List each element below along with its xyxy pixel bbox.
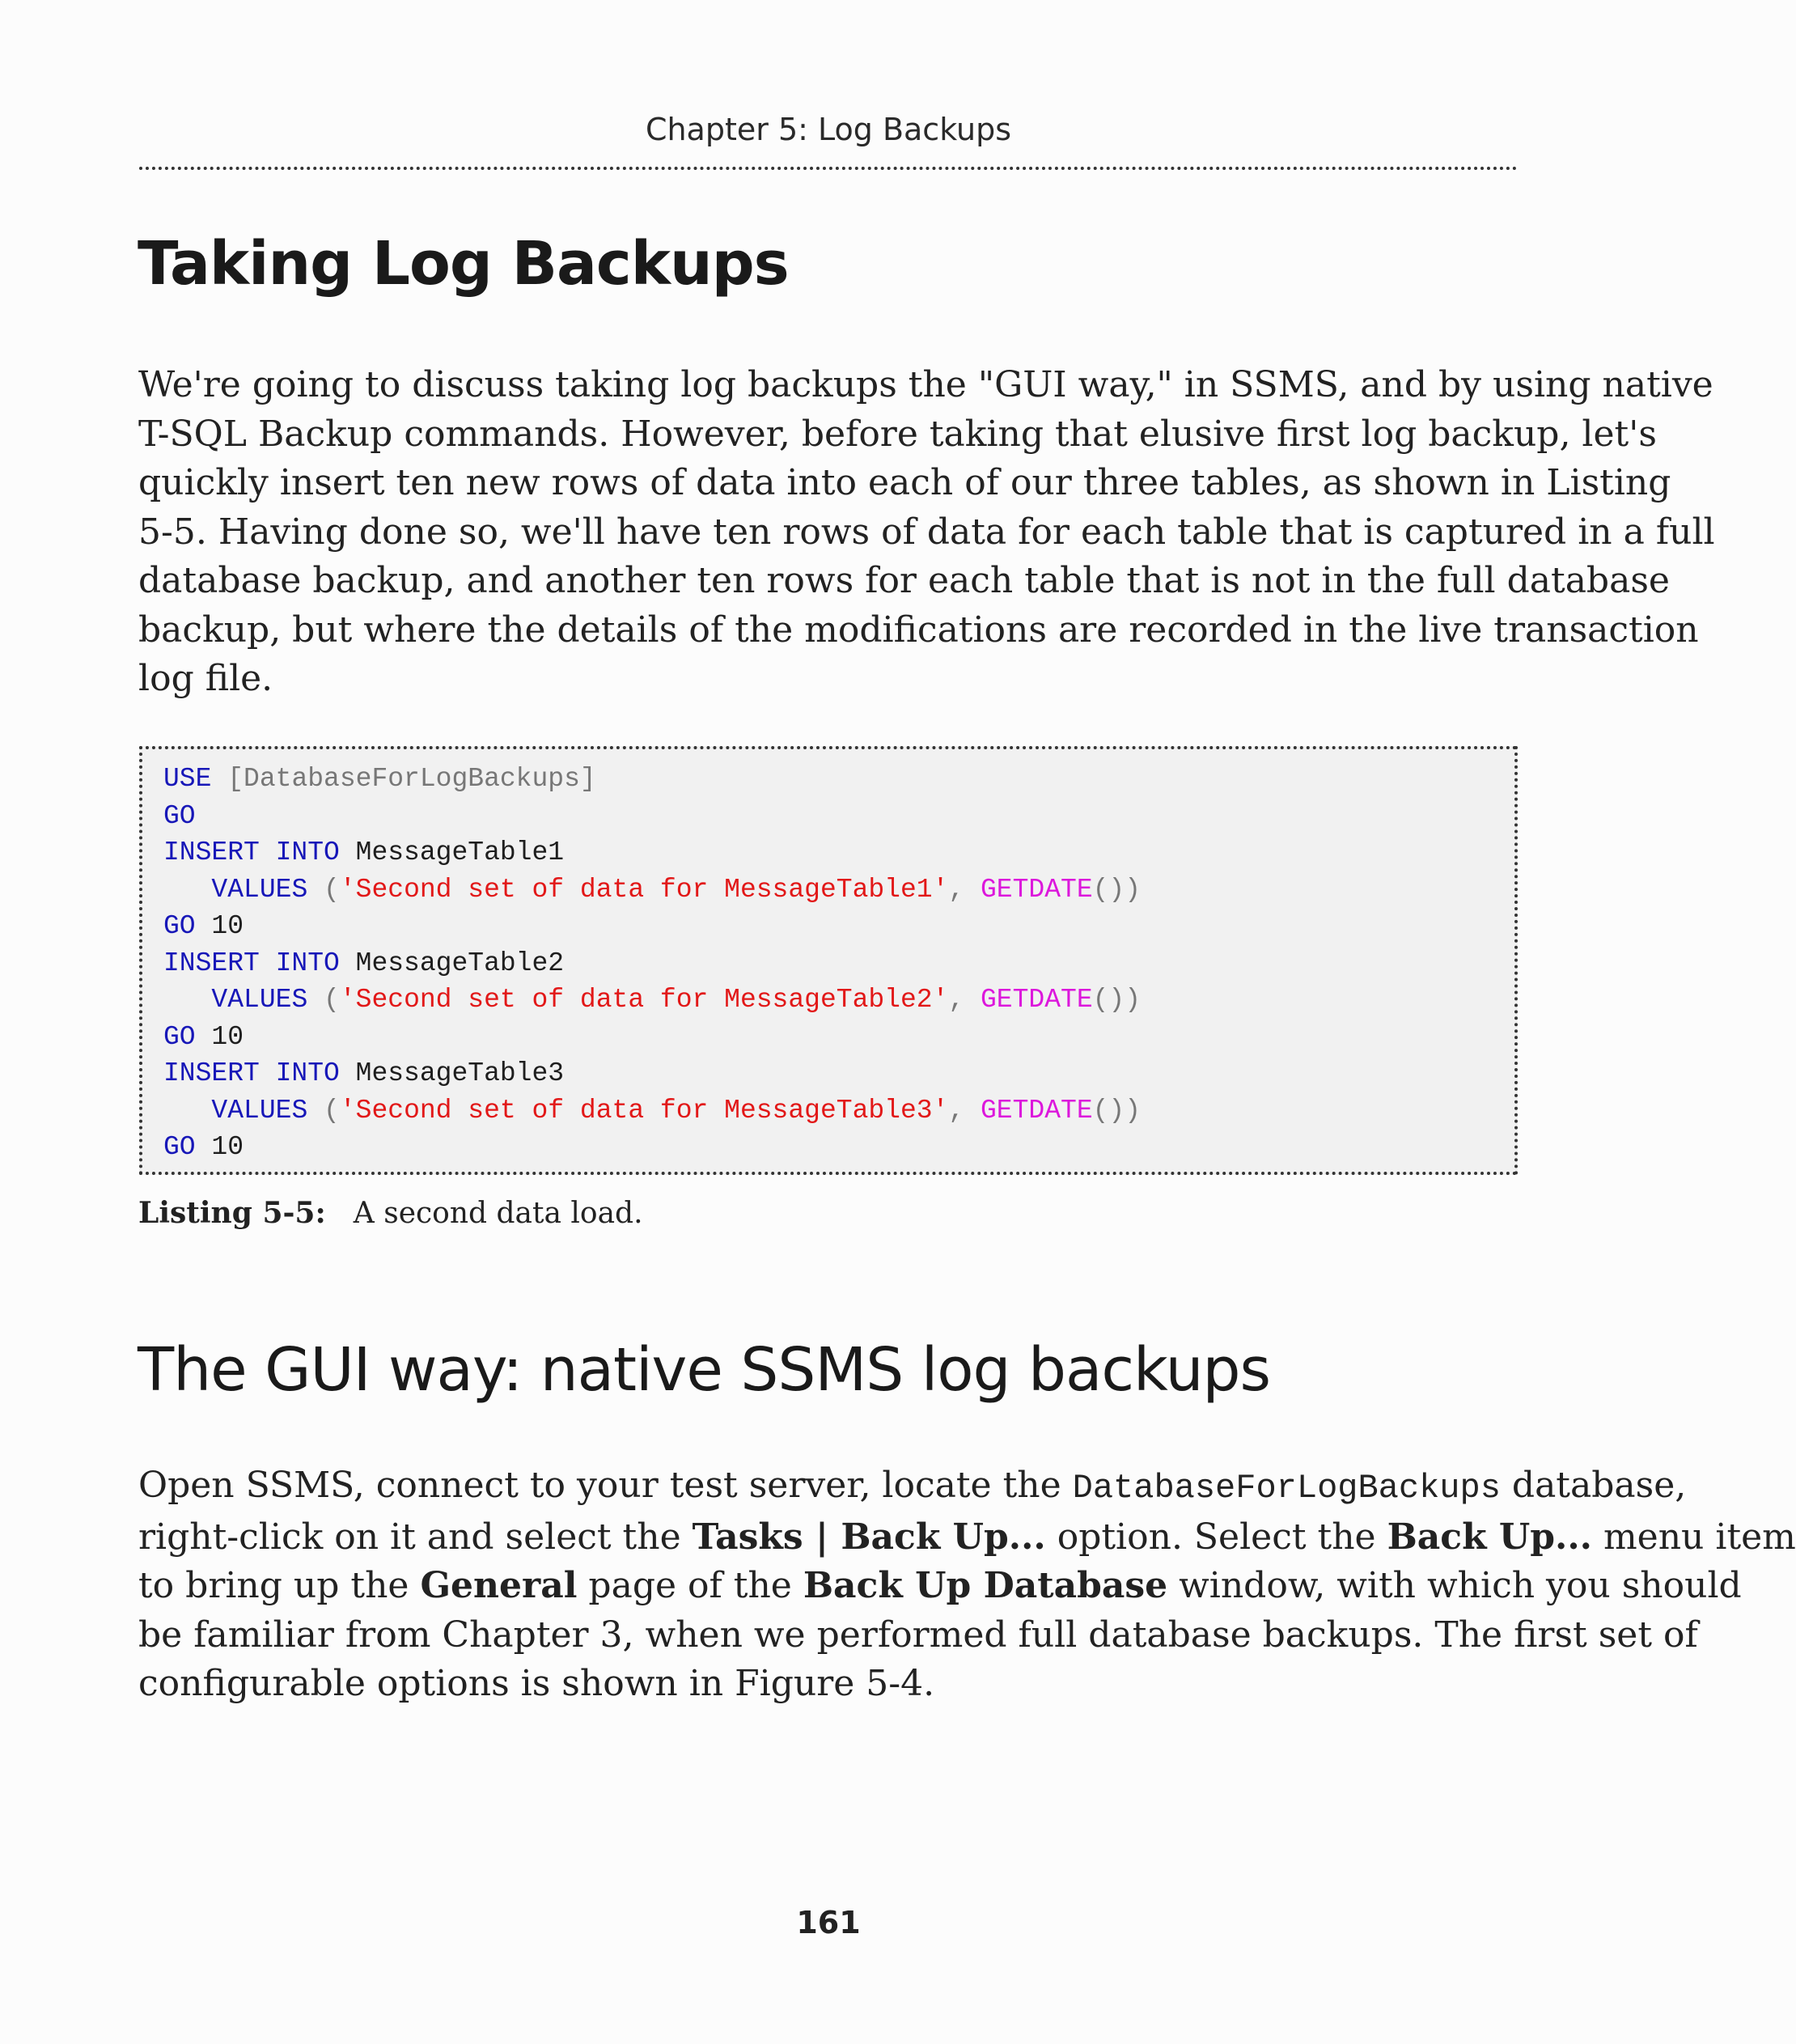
paragraph-line: [138, 1513, 1796, 1563]
paragraph-line: We're going to discuss taking log backups the "GUI way," in SSMS, and by using native: [138, 364, 1713, 405]
section-heading-taking-log-backups: Taking Log Backups: [138, 229, 789, 299]
code-line: [163, 1129, 1141, 1166]
paragraph-line: 5-5. Having done so, we'll have ten rows of data for each table that is captured in a full: [138, 511, 1715, 553]
text-run: Open SSMS, connect to your test server, locate the: [138, 1465, 1073, 1506]
code-punct: ,: [948, 874, 981, 905]
running-header: Chapter 5: Log Backups: [645, 112, 1012, 147]
code-punct: (: [307, 1095, 340, 1126]
inline-code-database-name: DatabaseForLogBackups: [1072, 1469, 1501, 1508]
intro-paragraph: [138, 361, 1715, 704]
section-heading-gui-way: The GUI way: native SSMS log backups: [138, 1335, 1271, 1405]
paragraph-line: T-SQL Backup commands. However, before taking that elusive first log backup, let's: [138, 413, 1657, 455]
code-keyword: USE: [163, 764, 212, 794]
code-indent: [163, 1096, 211, 1126]
code-indent: [163, 875, 211, 905]
ui-term-back-up-database: Back Up Database: [803, 1565, 1168, 1606]
paragraph-line: configurable options is shown in Figure 5-4.: [138, 1663, 935, 1704]
code-line: [163, 908, 1141, 945]
text-run: option. Select the: [1045, 1516, 1387, 1558]
paragraph-line: quickly insert ten new rows of data into each of our three tables, as shown in Listing: [138, 462, 1671, 503]
listing-caption: [138, 1196, 643, 1230]
code-line: [163, 834, 1141, 871]
caption-label: Listing 5-5:: [138, 1196, 326, 1230]
code-keyword: GO: [163, 800, 196, 831]
code-line: [163, 1019, 1141, 1056]
code-punct: ()): [1092, 1095, 1142, 1126]
text-run: page of the: [577, 1565, 803, 1606]
code-punct: (: [307, 985, 340, 1015]
ssms-paragraph: [138, 1461, 1796, 1709]
code-function: GETDATE: [981, 985, 1093, 1015]
paragraph-line: backup, but where the details of the modifications are recorded in the live transaction: [138, 609, 1699, 651]
code-keyword: VALUES: [211, 874, 308, 905]
code-line: [163, 1055, 1141, 1092]
code-punct: ()): [1092, 985, 1142, 1015]
header-divider: [139, 167, 1518, 170]
code-keyword: INSERT INTO: [163, 838, 340, 867]
paragraph-line: be familiar from Chapter 3, when we performed full database backups. The first set of: [138, 1614, 1698, 1656]
caption-text: A second data load.: [353, 1197, 643, 1230]
code-line: [163, 761, 1141, 798]
code-punct: (: [307, 874, 340, 905]
code-keyword: INSERT INTO: [163, 948, 340, 978]
code-punct: ,: [948, 985, 981, 1015]
paragraph-line: [138, 1562, 1742, 1611]
ui-term-tasks-back-up: Tasks | Back Up...: [692, 1516, 1046, 1558]
code-text: 10: [195, 1021, 244, 1052]
code-text: 10: [195, 1132, 244, 1162]
code-string: 'Second set of data for MessageTable2': [339, 985, 949, 1015]
code-string: 'Second set of data for MessageTable1': [339, 874, 949, 905]
code-listing-box: [139, 746, 1518, 1175]
code-line: [163, 798, 1141, 835]
page-number: 161: [796, 1905, 861, 1940]
code-indent: [163, 985, 211, 1015]
code-keyword: VALUES: [211, 985, 308, 1015]
code-keyword: GO: [163, 1132, 196, 1162]
code-keyword: VALUES: [211, 1095, 308, 1126]
ui-term-back-up: Back Up...: [1387, 1516, 1592, 1558]
code-line: [163, 871, 1141, 909]
code-listing: [163, 761, 1141, 1166]
code-keyword: GO: [163, 911, 196, 941]
code-text: 10: [195, 911, 244, 941]
text-run: window, with which you should: [1167, 1565, 1742, 1606]
code-keyword: INSERT INTO: [163, 1058, 340, 1088]
text-run: right-click on it and select the: [138, 1516, 693, 1558]
code-function: GETDATE: [981, 1095, 1093, 1126]
code-text: MessageTable3: [339, 1058, 565, 1088]
paragraph-line: [138, 1461, 1687, 1513]
code-punct: ()): [1092, 874, 1142, 905]
code-string: 'Second set of data for MessageTable3': [339, 1095, 949, 1126]
code-punct: ,: [948, 1095, 981, 1126]
code-text: [DatabaseForLogBackups]: [211, 764, 596, 794]
code-line: [163, 1092, 1141, 1130]
ui-term-general: General: [420, 1565, 578, 1606]
text-run: database,: [1500, 1465, 1687, 1506]
code-line: [163, 945, 1141, 982]
paragraph-line: database backup, and another ten rows for each table that is not in the full database: [138, 560, 1670, 601]
code-text: MessageTable2: [339, 948, 565, 978]
code-text: MessageTable1: [339, 838, 565, 867]
code-function: GETDATE: [981, 874, 1093, 905]
code-line: [163, 982, 1141, 1019]
code-keyword: GO: [163, 1021, 196, 1052]
text-run: to bring up the: [138, 1565, 421, 1606]
text-run: menu item: [1591, 1516, 1796, 1558]
paragraph-line: log file.: [138, 658, 273, 699]
